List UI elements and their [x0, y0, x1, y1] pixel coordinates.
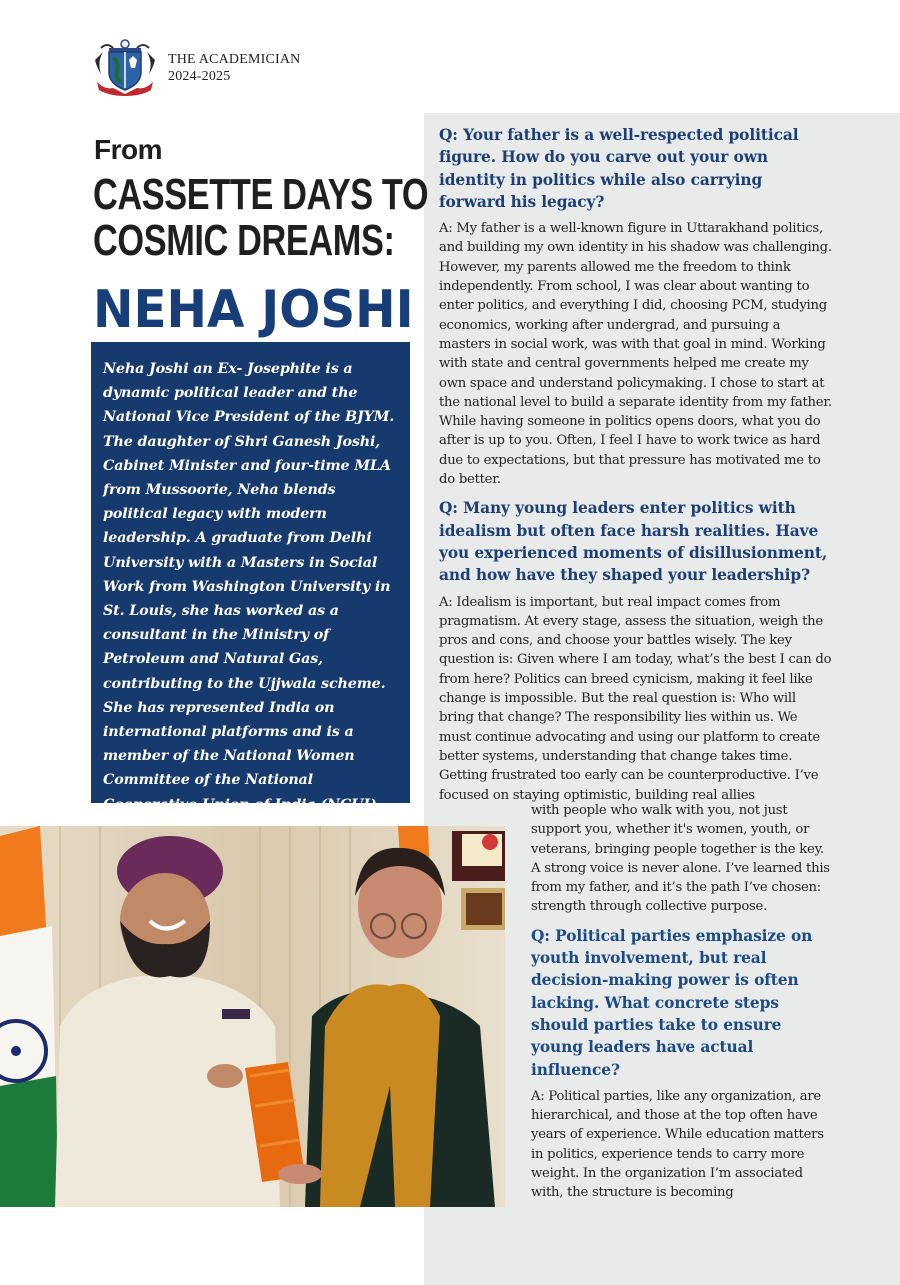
interview-column-top: [439, 124, 833, 805]
publication-name: THE ACADEMICIAN: [168, 52, 301, 67]
article-photo: [0, 826, 505, 1207]
question-1: Q: Your father is a well-respected political figure. How do you carve out your own identity in politics while also carrying forward his legacy?: [439, 126, 799, 211]
headline-line-2: COSMIC DREAMS:: [93, 216, 395, 265]
school-crest-icon: [93, 38, 157, 98]
bio-box: [91, 342, 410, 813]
answer-3: A: Political parties, like any organization, are hierarchical, and those at the top often have years of experience. While education matters in politics, experience tends to carry more weight. In the organization I’m associated with, the structure is becoming: [531, 1088, 824, 1201]
headline-kicker: From: [94, 134, 162, 165]
publication-year: 2024-2025: [168, 69, 231, 84]
answer-2: A: Idealism is important, but real impact comes from pragmatism. At every stage, assess the situation, weigh the pros and cons, and choose your battles wisely. The key question is: Given where I am today, what’s the best I can do from here? Politics can breed cynicism, making it feel like change is impossible. But the real question is: Who will bring that change? The responsibility lies within us. We must continue advocating and using our platform to create better systems, understanding that change takes time. Getting frustrated too early can be counterproductive. I’ve focused on staying optimistic, building real allies: [439, 594, 832, 803]
question-3: Q: Political parties emphasize on youth involvement, but real decision-making power is often lacking. What concrete steps should parties take to ensure young leaders have actual influence?: [531, 926, 813, 1079]
question-2: Q: Many young leaders enter politics with idealism but often face harsh realities. Have you experienced moments of disillusionment, and how have they shaped your leadership?: [439, 499, 828, 585]
headline-title: [93, 172, 428, 264]
bio-text: Neha Joshi an Ex- Josephite is a dynamic political leader and the National Vice President of the BJYM. The daughter of Shri Ganesh Joshi, Cabinet Minister and four-time MLA from Mussoorie, Neha blends political legacy with modern leadership. A graduate from Delhi University with a Masters in Social Work from Washington University in St. Louis, she has worked as a consultant in the Ministry of Petroleum and Natural Gas, contributing to the Ujjwala scheme. She has represented India on international platforms and is a member of the National Women Committee of the National Cooperative Union of India (NCUI).: [103, 361, 395, 813]
masthead: [93, 38, 301, 98]
interview-column-bottom: [531, 801, 831, 1203]
photo-illustration: [0, 826, 505, 1207]
answer-2-continued: with people who walk with you, not just support you, whether it's women, youth, or veterans, bringing people together is the key. A strong voice is never alone. I’ve learned this from my father, and it’s the path I’ve chosen: strength through collective purpose.: [531, 803, 830, 915]
answer-1: A: My father is a well-known figure in Uttarakhand politics, and building my own identity in his shadow was challenging. However, my parents allowed me the freedom to think independently. From school, I was clear about wanting to enter politics, and everything I did, choosing PCM, studying economics, working after undergrad, and pursuing a masters in social work, was with that goal in mind. Working with state and central governments helped me create my own space and understand policymaking. I chose to start at the national level to build a separate identity from my father. While having someone in politics opens doors, what you do after is up to you. Often, I feel I have to work twice as hard due to expectations, but that pressure has motivated me to do better.: [439, 221, 832, 488]
headline-name: NEHA JOSHI: [93, 280, 414, 340]
headline-line-1: CASSETTE DAYS TO: [93, 170, 429, 219]
